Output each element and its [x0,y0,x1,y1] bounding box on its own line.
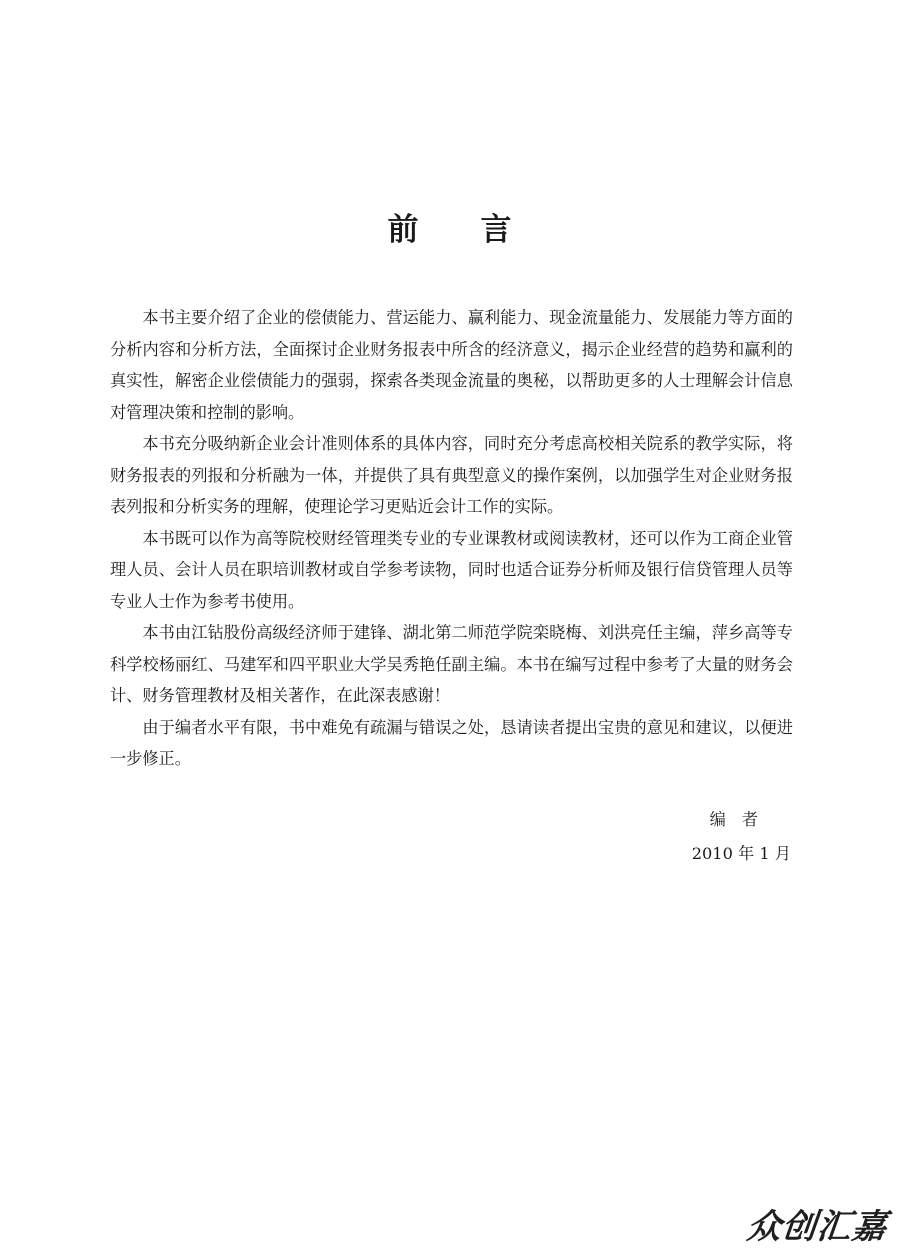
paragraph-2: 本书充分吸纳新企业会计准则体系的具体内容，同时充分考虑高校相关院系的教学实际，将财务报表的列报和分析融为一体，并提供了具有典型意义的操作案例，以加强学生对企业财务报表列报和分析实务的理解，使理论学习更贴近会计工作的实际。 [110,434,793,516]
paragraph-4: 本书由江钻股份高级经济师于建锋、湖北第二师范学院栾晓梅、刘洪亮任主编，萍乡高等专科学校杨丽红、马建军和四平职业大学吴秀艳任副主编。本书在编写过程中参考了大量的财务会计、财务管理教材及相关著作，在此深表感谢！ [110,623,793,705]
author-signature: 编者 [709,810,774,829]
preface-body [110,302,793,775]
page-title: 前言 [387,212,574,248]
watermark-logo: 众创汇嘉 [744,1207,890,1247]
paragraph-1: 本书主要介绍了企业的偿债能力、营运能力、赢利能力、现金流量能力、发展能力等方面的分析内容和分析方法，全面探讨企业财务报表中所含的经济意义，揭示企业经营的趋势和赢利的真实性，解密企业偿债能力的强弱，探索各类现金流量的奥秘，以帮助更多的人士理解会计信息对管理决策和控制的影响。 [110,308,793,422]
signature-date: 2010 年 1 月 [691,844,791,863]
paragraph-5: 由于编者水平有限，书中难免有疏漏与错误之处，恳请读者提出宝贵的意见和建议，以便进一步修正。 [110,717,793,768]
paragraph-3: 本书既可以作为高等院校财经管理类专业的专业课教材或阅读教材，还可以作为工商企业管理人员、会计人员在职培训教材或自学参考读物，同时也适合证券分析师及银行信贷管理人员等专业人士作为参考书使用。 [110,528,793,611]
